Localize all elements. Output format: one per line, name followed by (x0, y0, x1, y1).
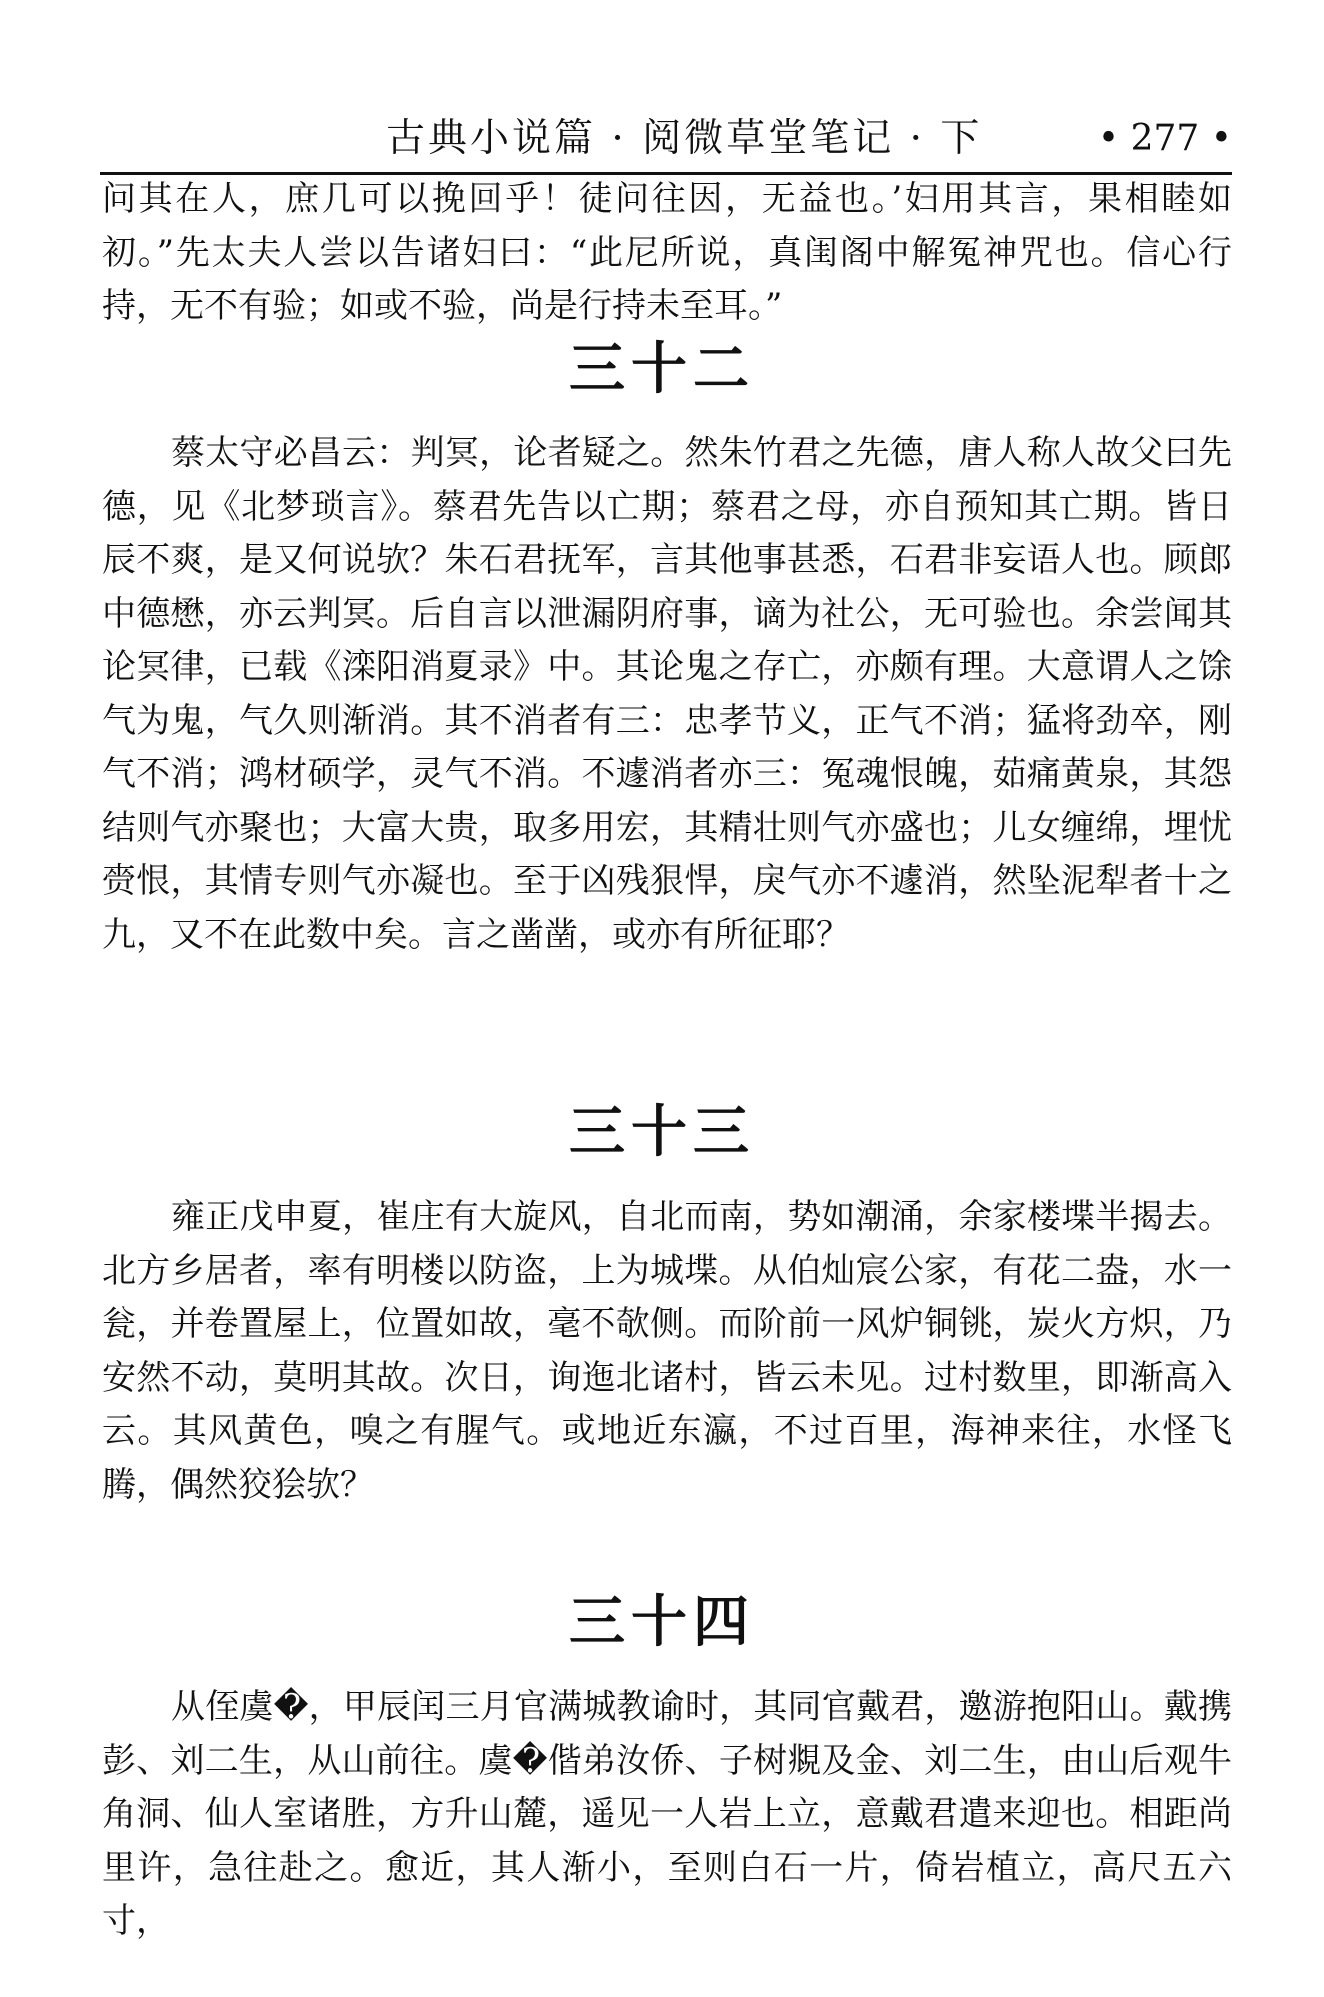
page-number: • 277 • (1097, 118, 1232, 159)
section-heading-34: 三十四 (569, 1590, 755, 1655)
paragraph-continued: 问其在人，庶几可以挽回乎！徒问往因，无益也。’妇用其言，果相睦如初。”先太夫人尝以告诸妇曰：“此尼所说，真闺阁中解冤神咒也。信心行持，无不有验；如或不验，尚是行持未至耳。” (102, 179, 1232, 326)
section-heading-33: 三十三 (569, 1100, 755, 1165)
paragraph-section-32: 蔡太守必昌云：判冥，论者疑之。然朱竹君之先德，唐人称人故父曰先德，见《北梦琐言》。蔡君先告以亡期；蔡君之母，亦自预知其亡期。皆日辰不爽，是又何说欤？朱石君抚军，言其他事甚悉，石君非妄语人也。顾郎中德懋，亦云判冥。后自言以泄漏阴府事，谪为社公，无可验也。余尝闻其论冥律，已载《滦阳消夏录》中。其论鬼之存亡，亦颇有理。大意谓人之馀气为鬼，气久则渐消。其不消者有三：忠孝节义，正气不消；猛将劲卒，刚气不消；鸿材硕学，灵气不消。不遽消者亦三：冤魂恨魄，茹痛黄泉，其怨结则气亦聚也；大富大贵，取多用宏，其精壮则气亦盛也；儿女缠绵，埋忧赍恨，其情专则气亦凝也。至于凶残狠悍，戾气亦不遽消，然坠泥犁者十之九，又不在此数中矣。言之凿凿，或亦有所征耶？ (102, 433, 1232, 955)
section-heading-32: 三十二 (569, 337, 755, 402)
running-header (100, 106, 1232, 175)
paragraph-section-33: 雍正戊申夏，崔庄有大旋风，自北而南，势如潮涌，余家楼堞半揭去。北方乡居者，率有明楼以防盗，上为城堞。从伯灿宸公家，有花二盎，水一瓮，并卷置屋上，位置如故，毫不欹侧。而阶前一风炉铜铫，炭火方炽，乃安然不动，莫明其故。次日，询迤北诸村，皆云未见。过村数里，即渐高入云。其风黄色，嗅之有腥气。或地近东瀛，不过百里，海神来往，水怪飞腾，偶然狡狯欤？ (102, 1197, 1232, 1505)
header-title: 古典小说篇 · 阅微草堂笔记 · 下 (386, 116, 983, 161)
paragraph-section-34: 从侄虞�，甲辰闰三月官满城教谕时，其同官戴君，邀游抱阳山。戴携彭、刘二生，从山前往。虞�偕弟汝侨、子树覜及金、刘二生，由山后观牛角洞、仙人室诸胜，方升山麓，遥见一人岩上立，意戴君遣来迎也。相距尚里许，急往赴之。愈近，其人渐小，至则白石一片，倚岩植立，高尺五六寸， (102, 1687, 1232, 1941)
